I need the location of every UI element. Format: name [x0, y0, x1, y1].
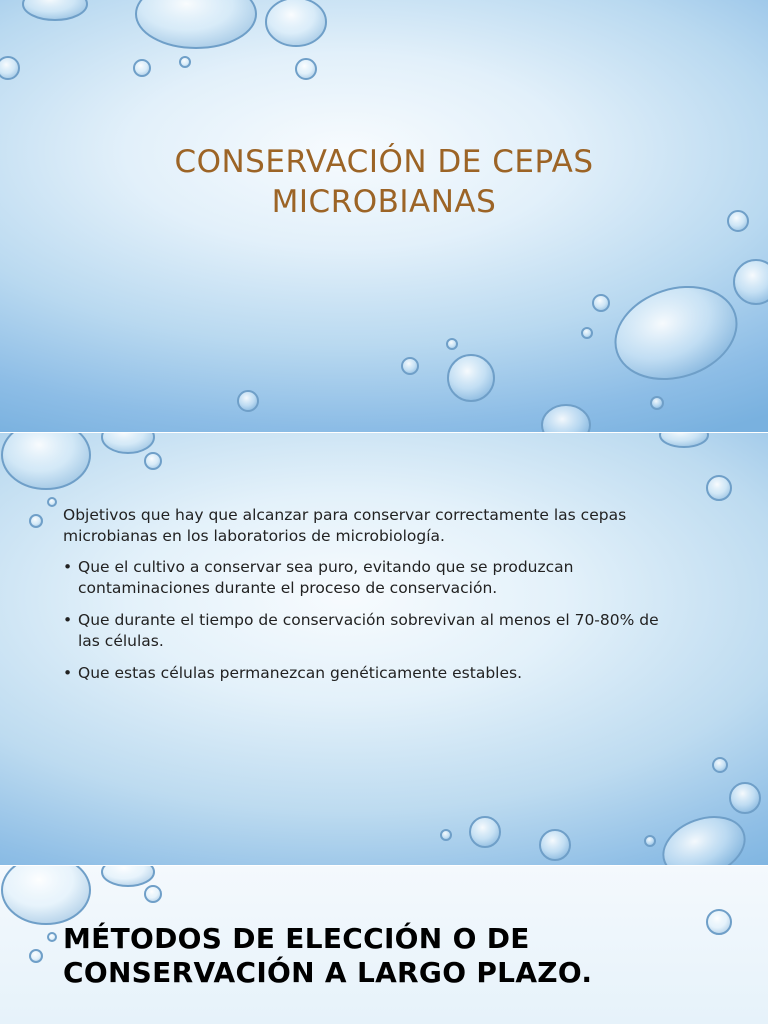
list-item-line-2: contaminaciones durante el proceso de conservación.: [78, 579, 498, 597]
bullet-icon: •: [63, 664, 73, 682]
list-item-line-1: Que durante el tiempo de conservación sobrevivan al menos el 70-80% de: [78, 611, 659, 629]
slide-title: [63, 922, 723, 990]
slide-1[interactable]: [0, 0, 768, 432]
bullet-icon: •: [63, 611, 73, 629]
list-item-line-2: las células.: [78, 632, 164, 650]
list-item-line-1: Que estas células permanezcan genéticamente estables.: [78, 664, 523, 682]
slide-title-line-1: CONSERVACIÓN DE CEPAS: [174, 144, 594, 180]
slide-title-line-1: MÉTODOS DE ELECCIÓN O DE: [63, 922, 530, 955]
list-item: [63, 557, 703, 599]
slide-3[interactable]: [0, 866, 768, 1024]
intro-line-2: microbianas en los laboratorios de microbiología.: [63, 527, 445, 545]
slide-content: [63, 505, 703, 695]
slide-title-line-2: CONSERVACIÓN A LARGO PLAZO.: [63, 956, 593, 989]
list-item: [63, 610, 703, 652]
slide-title: [0, 142, 768, 222]
slide-2[interactable]: [0, 433, 768, 865]
list-item: [63, 663, 703, 684]
bullet-icon: •: [63, 558, 73, 576]
intro-line-1: Objetivos que hay que alcanzar para conservar correctamente las cepas: [63, 506, 627, 524]
list-item-line-1: Que el cultivo a conservar sea puro, evitando que se produzcan: [78, 558, 574, 576]
intro-paragraph: [63, 505, 703, 547]
objectives-list: [63, 557, 703, 684]
slide-title-line-2: MICROBIANAS: [271, 184, 497, 220]
